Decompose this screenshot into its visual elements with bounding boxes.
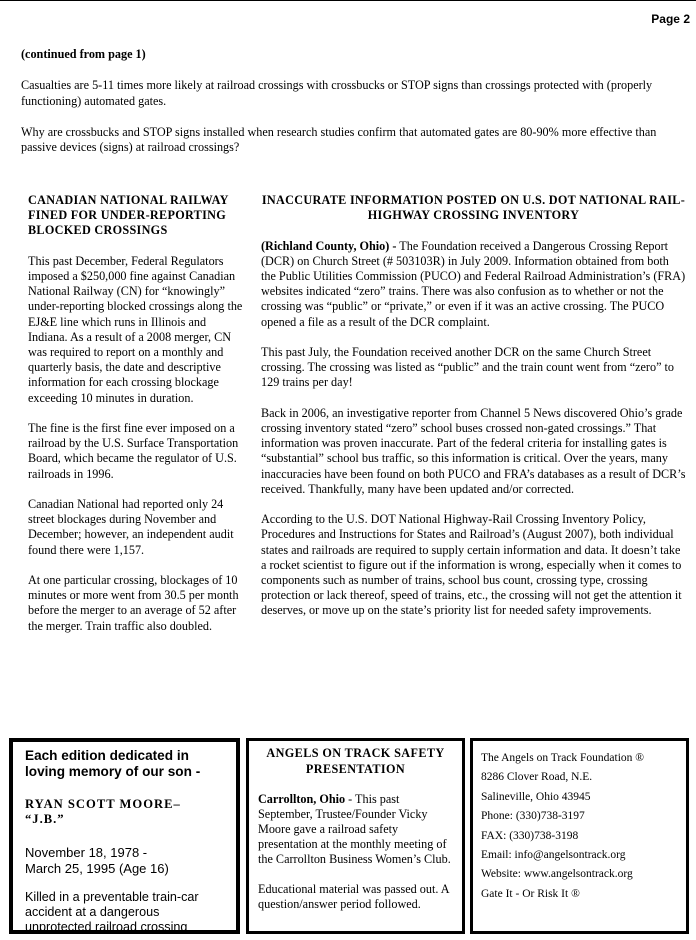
presentation-lead-text: - This past September, Trustee/Founder Vicky Moore gave a railroad safety presentation at the monthly meeting of the Carrollton Business Women’s Club. bbox=[258, 792, 451, 866]
memorial-killed-text: Killed in a preventable train-car accident at a dangerous unprotected railroad crossing bbox=[25, 890, 199, 934]
left-article-paragraph: The fine is the first fine ever imposed on a railroad by the U.S. Surface Transportation Board, which became the regulator of U.S. railroads in 1996. bbox=[28, 421, 239, 481]
intro-paragraph-1: Casualties are 5-11 times more likely at railroad crossings with crossbucks or STOP signs than crossings protected with (properly functioning) automated gates. bbox=[21, 78, 653, 108]
right-article-title: INACCURATE INFORMATION POSTED ON U.S. DOT NATIONAL RAIL-HIGHWAY CROSSING INVENTORY bbox=[261, 193, 686, 223]
top-rule bbox=[0, 0, 696, 1]
contact-email: Email: info@angelsontrack.org bbox=[481, 849, 626, 862]
left-article-paragraph: Canadian National had reported only 24 street blockages during November and December; however, an independent audit found there were 1,157. bbox=[28, 497, 234, 557]
memorial-box bbox=[9, 738, 240, 934]
contact-box bbox=[470, 738, 689, 934]
presentation-dateline: Carrollton, Ohio bbox=[258, 792, 346, 806]
contact-slogan: Gate It - Or Risk It ® bbox=[481, 887, 580, 900]
right-article bbox=[261, 193, 686, 619]
contact-address-2: Salineville, Ohio 43945 bbox=[481, 790, 591, 803]
contact-org: The Angels on Track Foundation ® bbox=[481, 752, 645, 764]
right-article-lead-text: The Foundation received a Dangerous Crossing Report (DCR) on Church Street (# 503103R) in July 2009. Information obtained from both the Public Utilities Commission (PUCO) and Federal Railroad Administration’s (FRA) websites indicated “zero” trains. There was also confusion as to whether or not the crossing was “public” or “private,” or even if it was an active crossing. The PUCO opened a file as a result of the DCR complaint. bbox=[261, 238, 686, 329]
left-article-paragraph: At one particular crossing, blockages of 10 minutes or more went from 30.5 per month before the merger to an average of 52 after the merger. Train traffic also doubled. bbox=[28, 573, 239, 633]
left-article-paragraph: This past December, Federal Regulators imposed a $250,000 fine against Canadian National Railway (CN) for “knowingly” under-reporting blocked crossings along the EJ&E line which runs in Illinois and Indiana. As a result of a 2008 merger, CN was required to report on a monthly and quarterly basis, the date and descriptive information for each crossing blockage exceeding 10 minutes in duration. bbox=[28, 253, 243, 405]
right-article-paragraph: Back in 2006, an investigative reporter from Channel 5 News discovered Ohio’s grade crossing inventory stated “zero” school buses crossed non-gated crossings.” That information was proven inaccurate. Part of the federal criteria for installing gates is “substantial” school bus traffic, so this information is critical. Over the years, many inaccuracies have been found on both PUCO and FRA’s databases as a result of DCR’s received. Thankfully, many have been updated and/or corrected. bbox=[261, 405, 686, 496]
memorial-death-date: March 25, 1995 (Age 16) bbox=[25, 860, 169, 876]
memorial-dedication: Each edition dedicated in loving memory of our son - bbox=[25, 748, 201, 779]
continued-note: (continued from page 1) bbox=[21, 47, 146, 61]
presentation-paragraph bbox=[258, 792, 453, 867]
presentation-paragraph-2: Educational material was passed out. A question/answer period followed. bbox=[258, 882, 449, 911]
right-article-paragraph bbox=[261, 239, 686, 330]
contact-website: Website: www.angelsontrack.org bbox=[481, 868, 633, 881]
right-article-paragraph: This past July, the Foundation received another DCR on the same Church Street crossing. The crossing was listed as “public” and the train count went from “zero” to 129 trains per day! bbox=[261, 345, 675, 390]
contact-phone: Phone: (330)738-3197 bbox=[481, 810, 585, 823]
right-article-paragraph: According to the U.S. DOT National Highway-Rail Crossing Inventory Policy, Procedures and Instructions for States and Railroad’s (August 2007), both individual states and railroads are required to supply certain information and data. It doesn’t take a rocket scientist to figure out if the information is wrong, especially when it comes to components such as number of trains, school bus count, crossing type, crossing protection or lack thereof, speed of trains, etc., the crossing will not get the attention it deserves, or move up on the state’s priority list for needed safety improvements. bbox=[261, 512, 682, 618]
intro-paragraph-2: Why are crossbucks and STOP signs installed when research studies confirm that automated gates are 80-90% more effective than passive devices (signs) at railroad crossings? bbox=[21, 124, 657, 154]
page-number: Page 2 bbox=[651, 12, 690, 26]
intro-section bbox=[21, 47, 676, 171]
memorial-dates bbox=[25, 845, 224, 876]
contact-fax: FAX: (330)738-3198 bbox=[481, 829, 579, 842]
left-article-title: CANADIAN NATIONAL RAILWAY FINED FOR UNDER-REPORTING BLOCKED CROSSINGS bbox=[28, 193, 229, 238]
memorial-name: RYAN SCOTT MOORE– “J.B.” bbox=[25, 797, 181, 826]
right-article-dateline: (Richland County, Ohio) - bbox=[261, 238, 397, 253]
memorial-birth-date: November 18, 1978 - bbox=[25, 845, 148, 860]
presentation-box bbox=[246, 738, 465, 934]
presentation-title: ANGELS ON TRACK SAFETY PRESENTATION bbox=[266, 746, 445, 776]
left-article bbox=[28, 193, 246, 634]
contact-address-1: 8286 Clover Road, N.E. bbox=[481, 771, 593, 784]
